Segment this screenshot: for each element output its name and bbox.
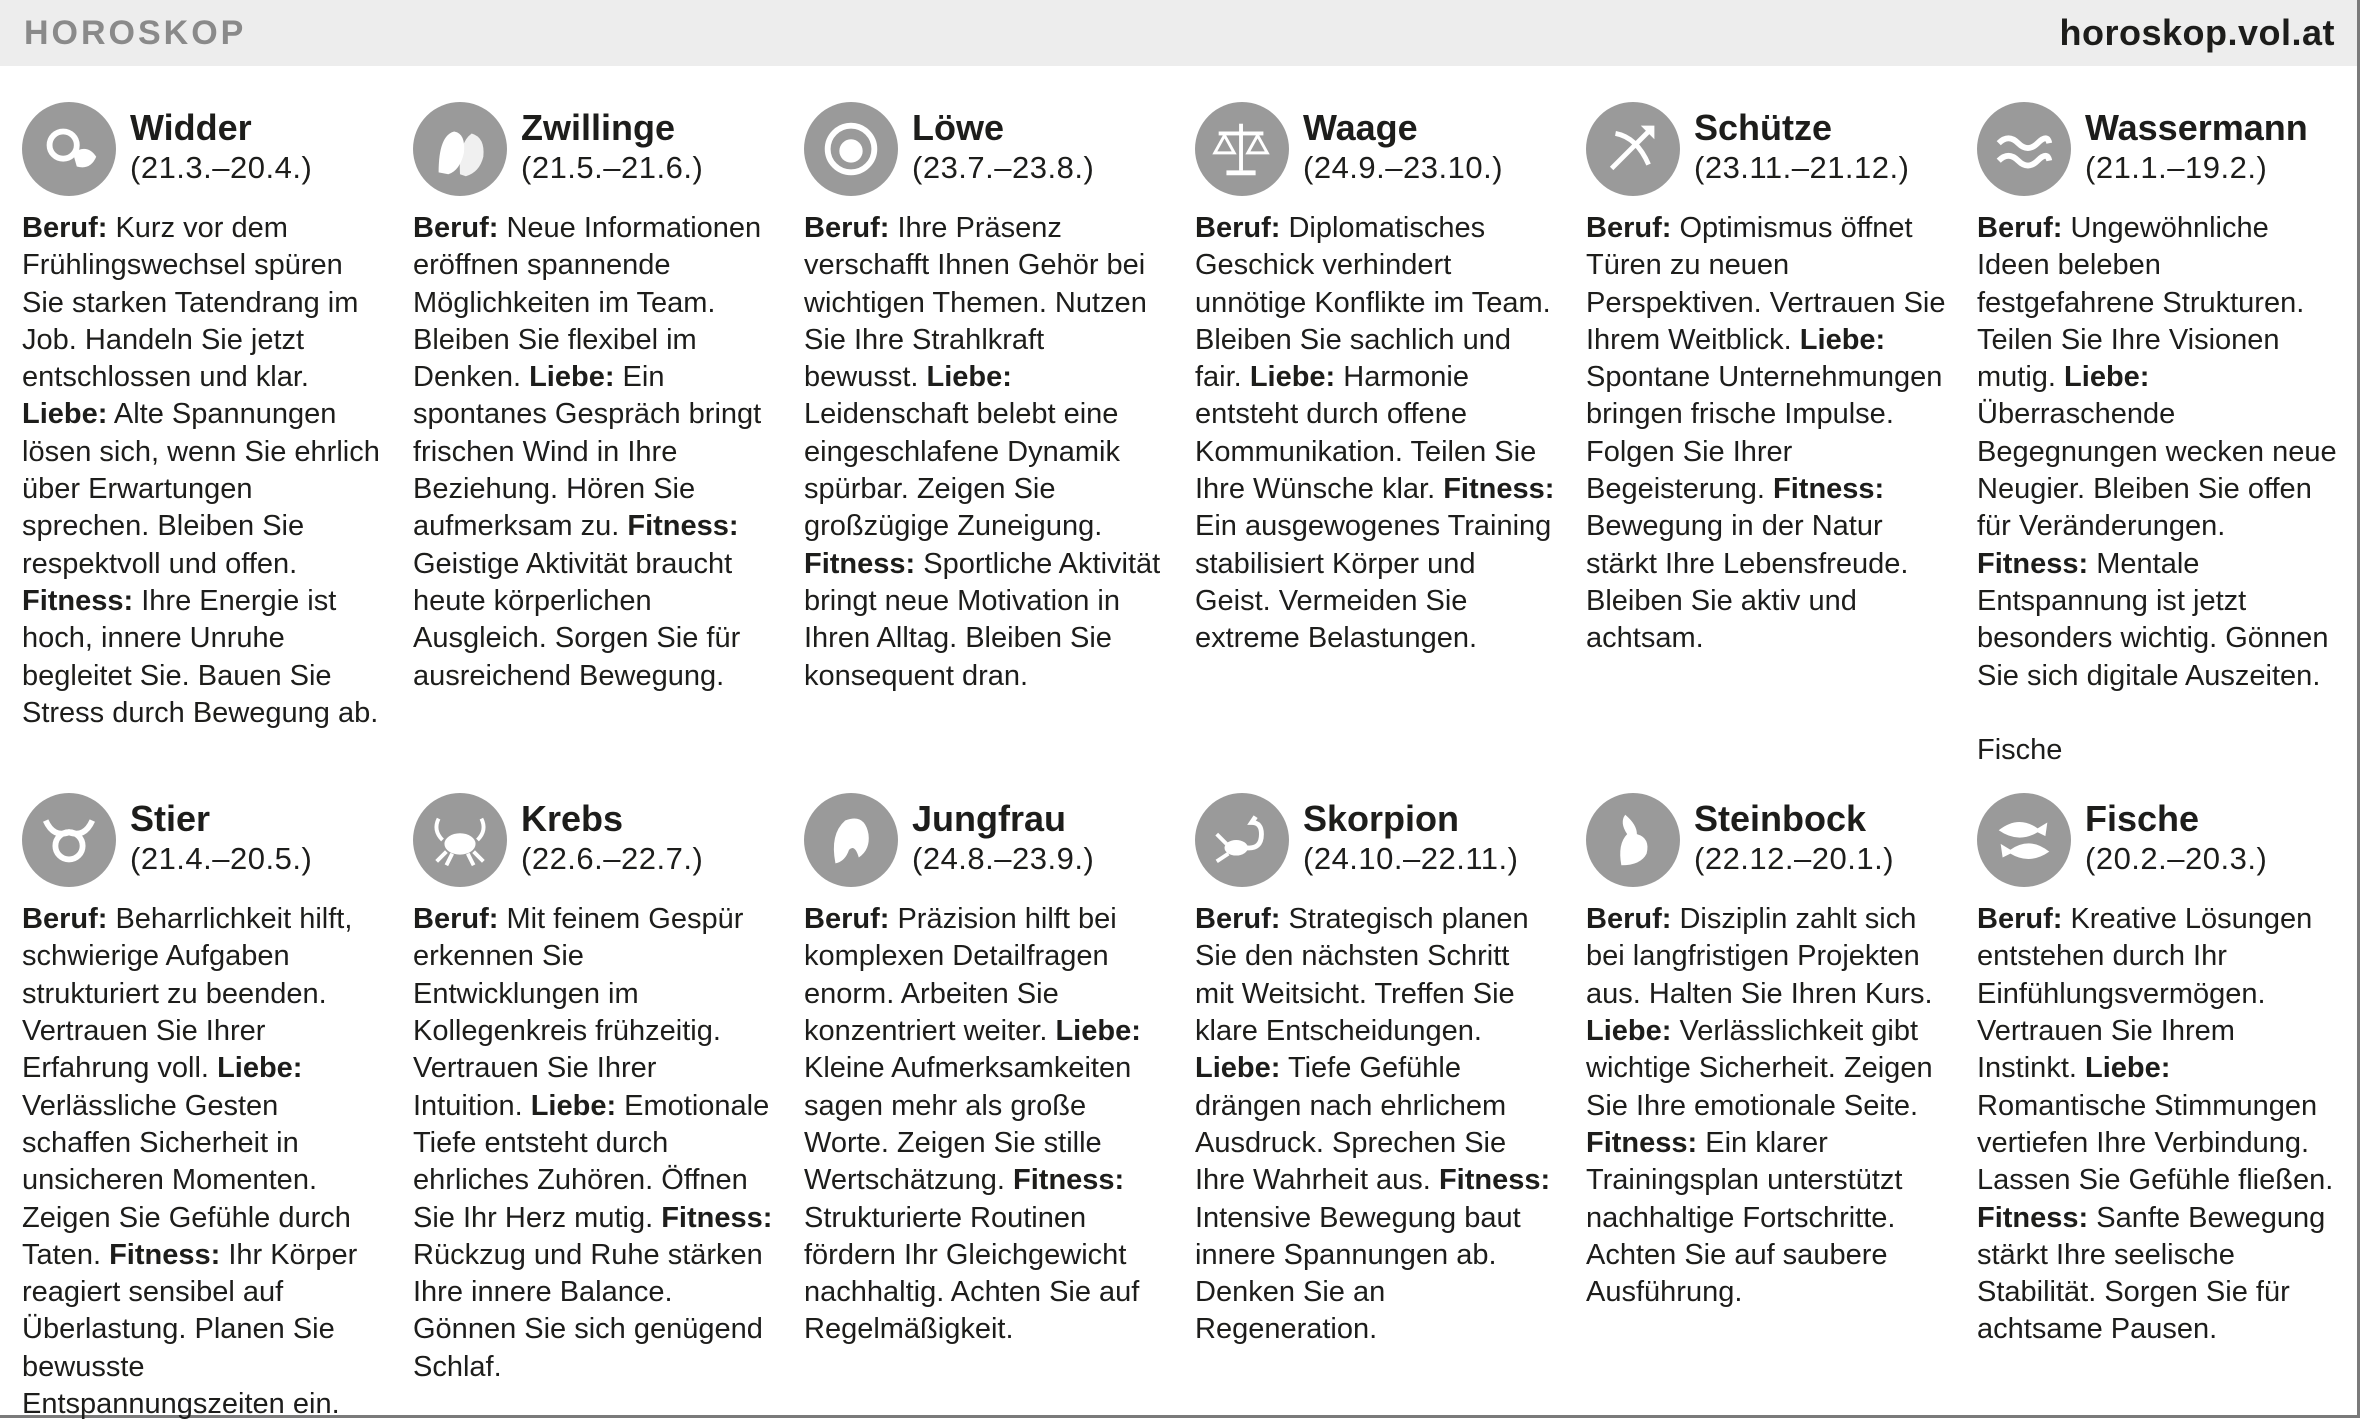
bull-icon (22, 793, 116, 887)
sign-card-wassermann (1955, 98, 2346, 769)
fitness-label: Fitness: (1013, 1164, 1125, 1197)
beruf-text: Ihre Präsenz verschafft Ihnen Gehör bei wichtigen Themen. Nutzen Sie Ihre Strahlkraft bewusst. (804, 212, 1147, 394)
sign-header (413, 98, 774, 210)
beruf-text: Neue Informationen eröffnen spannende Möglichkeiten im Team. Bleiben Sie flexibel im Denken. (413, 212, 762, 394)
sign-dates: (20.2.–20.3.) (2085, 841, 2268, 877)
site-url[interactable]: horoskop.vol.at (2059, 12, 2335, 53)
fitness-text: Geistige Aktivität braucht heute körperlichen Ausgleich. Sorgen Sie für ausreichend Bewegung. (413, 547, 741, 692)
beruf-label: Beruf: (1195, 903, 1281, 936)
sign-text (22, 901, 383, 1423)
goat-icon (1586, 793, 1680, 887)
water-bearer-icon (1977, 102, 2071, 196)
liebe-label: Liebe: (1799, 323, 1886, 356)
sign-name: Löwe (912, 107, 1005, 148)
sign-card-waage (1173, 98, 1564, 769)
beruf-label: Beruf: (1586, 903, 1672, 936)
beruf-label: Beruf: (1977, 903, 2063, 936)
sign-name: Fische (2085, 798, 2200, 840)
sign-text (804, 901, 1165, 1349)
sign-card-stier (0, 789, 391, 1423)
beruf-text: Mit feinem Gespür erkennen Sie Entwicklungen im Kollegenkreis frühzeitig. Vertrauen Sie Ihrer Intuition. (413, 903, 744, 1122)
fitness-text: Sanfte Bewegung stärkt Ihre seelische Stabilität. Sorgen Sie für achtsame Pausen. (1977, 1201, 2326, 1346)
liebe-text: Überraschende Begegnungen wecken neue Neugier. Bleiben Sie offen für Veränderungen. (1977, 398, 2337, 543)
twins-icon (413, 102, 507, 196)
sign-card-zwillinge (391, 98, 782, 769)
sign-dates: (23.7.–23.8.) (912, 150, 1095, 185)
beruf-text: Ungewöhnliche Ideen beleben festgefahrene Strukturen. Teilen Sie Ihre Visionen mutig. (1977, 212, 2305, 394)
liebe-label: Liebe: (1195, 1052, 1281, 1085)
beruf-label: Beruf: (804, 212, 890, 244)
fitness-label: Fitness: (1773, 473, 1885, 506)
liebe-label: Liebe: (2085, 1052, 2171, 1085)
virgin-icon (804, 793, 898, 887)
liebe-label: Liebe: (1055, 1015, 1141, 1048)
liebe-label: Liebe: (2064, 361, 2150, 394)
beruf-text: Diplomatisches Geschick verhindert unnötige Konflikte im Team. Bleiben Sie sachlich und fair. (1195, 212, 1551, 394)
sign-dates: (23.11.–21.12.) (1694, 150, 1910, 185)
liebe-text: Verlässliche Gesten schaffen Sicherheit in unsicheren Momenten. Zeigen Sie Gefühle durch Taten. (22, 1089, 351, 1271)
liebe-text: Kleine Aufmerksamkeiten sagen mehr als große Worte. Zeigen Sie stille Wertschätzung. (804, 1052, 1132, 1197)
liebe-label: Liebe: (1586, 1015, 1672, 1048)
sign-dates: (22.6.–22.7.) (521, 841, 704, 877)
sign-card-jungfrau (782, 789, 1173, 1423)
liebe-text: Tiefe Gefühle drängen nach ehrlichem Ausdruck. Sprechen Sie Ihre Wahrheit aus. (1195, 1052, 1507, 1197)
liebe-text: Harmonie entsteht durch offene Kommunikation. Teilen Sie Ihre Wünsche klar. (1195, 361, 1537, 506)
ram-icon (22, 102, 116, 196)
beruf-label: Beruf: (1977, 212, 2063, 244)
fitness-label: Fitness: (1977, 1201, 2089, 1234)
sign-grid (0, 98, 2357, 1423)
sign-text (1977, 901, 2338, 1349)
liebe-text: Spontane Unternehmungen bringen frische Impulse. Folgen Sie Ihrer Begeisterung. (1586, 361, 1943, 506)
sign-name: Krebs (521, 798, 624, 840)
sign-text (413, 210, 774, 695)
sign-card-fische (1955, 789, 2346, 1423)
liebe-label: Liebe: (529, 361, 615, 394)
fitness-text: Intensive Bewegung baut innere Spannungen ab. Denken Sie an Regeneration. (1195, 1201, 1521, 1346)
sign-dates: (21.5.–21.6.) (521, 150, 704, 185)
sign-text (1586, 210, 1947, 658)
crab-icon (413, 793, 507, 887)
sign-header (804, 98, 1165, 210)
sign-name: Skorpion (1303, 798, 1460, 840)
liebe-label: Liebe: (22, 398, 108, 431)
sign-name: Zwillinge (521, 107, 676, 148)
beruf-text: Disziplin zahlt sich bei langfristigen Projekten aus. Halten Sie Ihren Kurs. (1586, 903, 1933, 1010)
liebe-label: Liebe: (217, 1052, 303, 1085)
sign-name: Schütze (1694, 107, 1833, 148)
sign-dates: (24.8.–23.9.) (912, 841, 1095, 877)
fitness-label: Fitness: (1443, 473, 1555, 506)
sign-name: Stier (130, 798, 211, 840)
fitness-label: Fitness: (804, 547, 916, 580)
fitness-text: Sportliche Aktivität bringt neue Motivation in Ihren Alltag. Bleiben Sie konsequent dran. (804, 547, 1161, 692)
liebe-label: Liebe: (926, 361, 1012, 394)
fitness-text: Strukturierte Routinen fördern Ihr Gleichgewicht nachhaltig. Achten Sie auf Regelmäßigkeit. (804, 1201, 1140, 1346)
sign-header (22, 98, 383, 210)
fitness-text: Bewegung in der Natur stärkt Ihre Lebensfreude. Bleiben Sie aktiv und achtsam. (1586, 510, 1909, 655)
sign-text (413, 901, 774, 1386)
scales-icon (1195, 102, 1289, 196)
sign-dates: (21.1.–19.2.) (2085, 150, 2268, 185)
beruf-text: Kurz vor dem Frühlingswechsel spüren Sie starken Tatendrang im Job. Handeln Sie jetzt entschlossen und klar. (22, 212, 359, 394)
sign-text (22, 210, 383, 732)
scorpion-icon (1195, 793, 1289, 887)
header-bar (0, 0, 2357, 66)
beruf-label: Beruf: (413, 903, 499, 936)
sign-text (1195, 210, 1556, 658)
beruf-label: Beruf: (1195, 212, 1281, 244)
fitness-text: Ihr Körper reagiert sensibel auf Überlastung. Planen Sie bewusste Entspannungszeiten ein. (22, 1238, 358, 1421)
sign-card-steinbock (1564, 789, 1955, 1423)
fitness-text: Ein ausgewogenes Training stabilisiert Körper und Geist. Vermeiden Sie extreme Belastungen. (1195, 510, 1552, 655)
sign-card-schütze (1564, 98, 1955, 769)
fitness-text: Ein klarer Trainingsplan unterstützt nachhaltige Fortschritte. Achten Sie auf saubere Ausführung. (1586, 1126, 1903, 1309)
fitness-label: Fitness: (627, 510, 739, 543)
fitness-label: Fitness: (1586, 1126, 1698, 1159)
sign-header (1195, 98, 1556, 210)
beruf-label: Beruf: (22, 212, 108, 244)
beruf-label: Beruf: (804, 903, 890, 936)
beruf-label: Beruf: (22, 903, 108, 936)
sign-text (1977, 210, 2338, 769)
sign-text (1586, 901, 1947, 1311)
beruf-text: Kreative Lösungen entstehen durch Ihr Einfühlungsvermögen. Vertrauen Sie Ihrem Instinkt. (1977, 903, 2313, 1085)
fitness-text: Rückzug und Ruhe stärken Ihre innere Balance. Gönnen Sie sich genügend Schlaf. (413, 1238, 763, 1383)
sign-header (1195, 789, 1556, 901)
beruf-text: Strategisch planen Sie den nächsten Schritt mit Weitsicht. Treffen Sie klare Entscheidungen. (1195, 903, 1529, 1048)
liebe-label: Liebe: (1249, 361, 1336, 394)
section-title: HOROSKOP (24, 13, 247, 52)
sign-header (1977, 98, 2338, 210)
sign-name: Waage (1303, 107, 1418, 148)
sign-header (804, 789, 1165, 901)
sign-dates: (21.3.–20.4.) (130, 150, 313, 185)
liebe-text: Alte Spannungen lösen sich, wenn Sie ehrlich über Erwartungen sprechen. Bleiben Sie respektvoll und offen. (22, 398, 380, 580)
fitness-label: Fitness: (1977, 547, 2089, 580)
sign-text (804, 210, 1165, 695)
beruf-text: Präzision hilft bei komplexen Detailfragen enorm. Arbeiten Sie konzentriert weiter. (804, 903, 1117, 1048)
fitness-text: Ihre Energie ist hoch, innere Unruhe begleitet Sie. Bauen Sie Stress durch Bewegung ab. (22, 584, 379, 729)
fitness-label: Fitness: (22, 584, 134, 617)
beruf-label: Beruf: (413, 212, 499, 244)
sign-header (1977, 789, 2338, 901)
sign-header (1586, 98, 1947, 210)
sign-card-löwe (782, 98, 1173, 769)
sign-card-krebs (391, 789, 782, 1423)
sign-header (413, 789, 774, 901)
sign-name: Widder (130, 107, 252, 148)
liebe-text: Ein spontanes Gespräch bringt frischen Wind in Ihre Beziehung. Hören Sie aufmerksam zu. (413, 361, 762, 543)
sign-name: Steinbock (1694, 798, 1867, 840)
sign-dates: (24.10.–22.11.) (1303, 841, 1519, 877)
fitness-label: Fitness: (661, 1201, 773, 1234)
liebe-text: Leidenschaft belebt eine eingeschlafene Dynamik spürbar. Zeigen Sie großzügige Zuneigung. (804, 398, 1120, 543)
sign-dates: (21.4.–20.5.) (130, 841, 313, 877)
fish-icon (1977, 793, 2071, 887)
beruf-text: Beharrlichkeit hilft, schwierige Aufgaben strukturiert zu beenden. Vertrauen Sie Ihrer Erfahrung voll. (22, 903, 353, 1085)
sign-card-skorpion (1173, 789, 1564, 1423)
liebe-text: Verlässlichkeit gibt wichtige Sicherheit. Zeigen Sie Ihre emotionale Seite. (1586, 1015, 1933, 1122)
sign-header (22, 789, 383, 901)
sign-dates: (22.12.–20.1.) (1694, 841, 1895, 877)
fitness-text: Mentale Entspannung ist jetzt besonders wichtig. Gönnen Sie sich digitale Auszeiten. (1977, 547, 2329, 692)
sign-header (1586, 789, 1947, 901)
sign-card-widder (0, 98, 391, 769)
fitness-label: Fitness: (109, 1238, 221, 1271)
sign-name: Jungfrau (912, 798, 1067, 840)
liebe-text: Romantische Stimmungen vertiefen Ihre Verbindung. Lassen Sie Gefühle fließen. (1977, 1089, 2334, 1197)
extra-note: Fische (1977, 733, 2063, 766)
liebe-text: Emotionale Tiefe entsteht durch ehrliches Zuhören. Öffnen Sie Ihr Herz mutig. (413, 1089, 770, 1234)
sign-name: Wassermann (2085, 107, 2308, 148)
beruf-text: Optimismus öffnet Türen zu neuen Perspektiven. Vertrauen Sie Ihrem Weitblick. (1586, 212, 1946, 356)
beruf-label: Beruf: (1586, 212, 1672, 244)
sign-text (1195, 901, 1556, 1349)
sign-dates: (24.9.–23.10.) (1303, 150, 1504, 185)
fitness-label: Fitness: (1438, 1164, 1551, 1197)
lion-icon (804, 102, 898, 196)
liebe-label: Liebe: (530, 1089, 617, 1122)
bow-arrow-icon (1586, 102, 1680, 196)
